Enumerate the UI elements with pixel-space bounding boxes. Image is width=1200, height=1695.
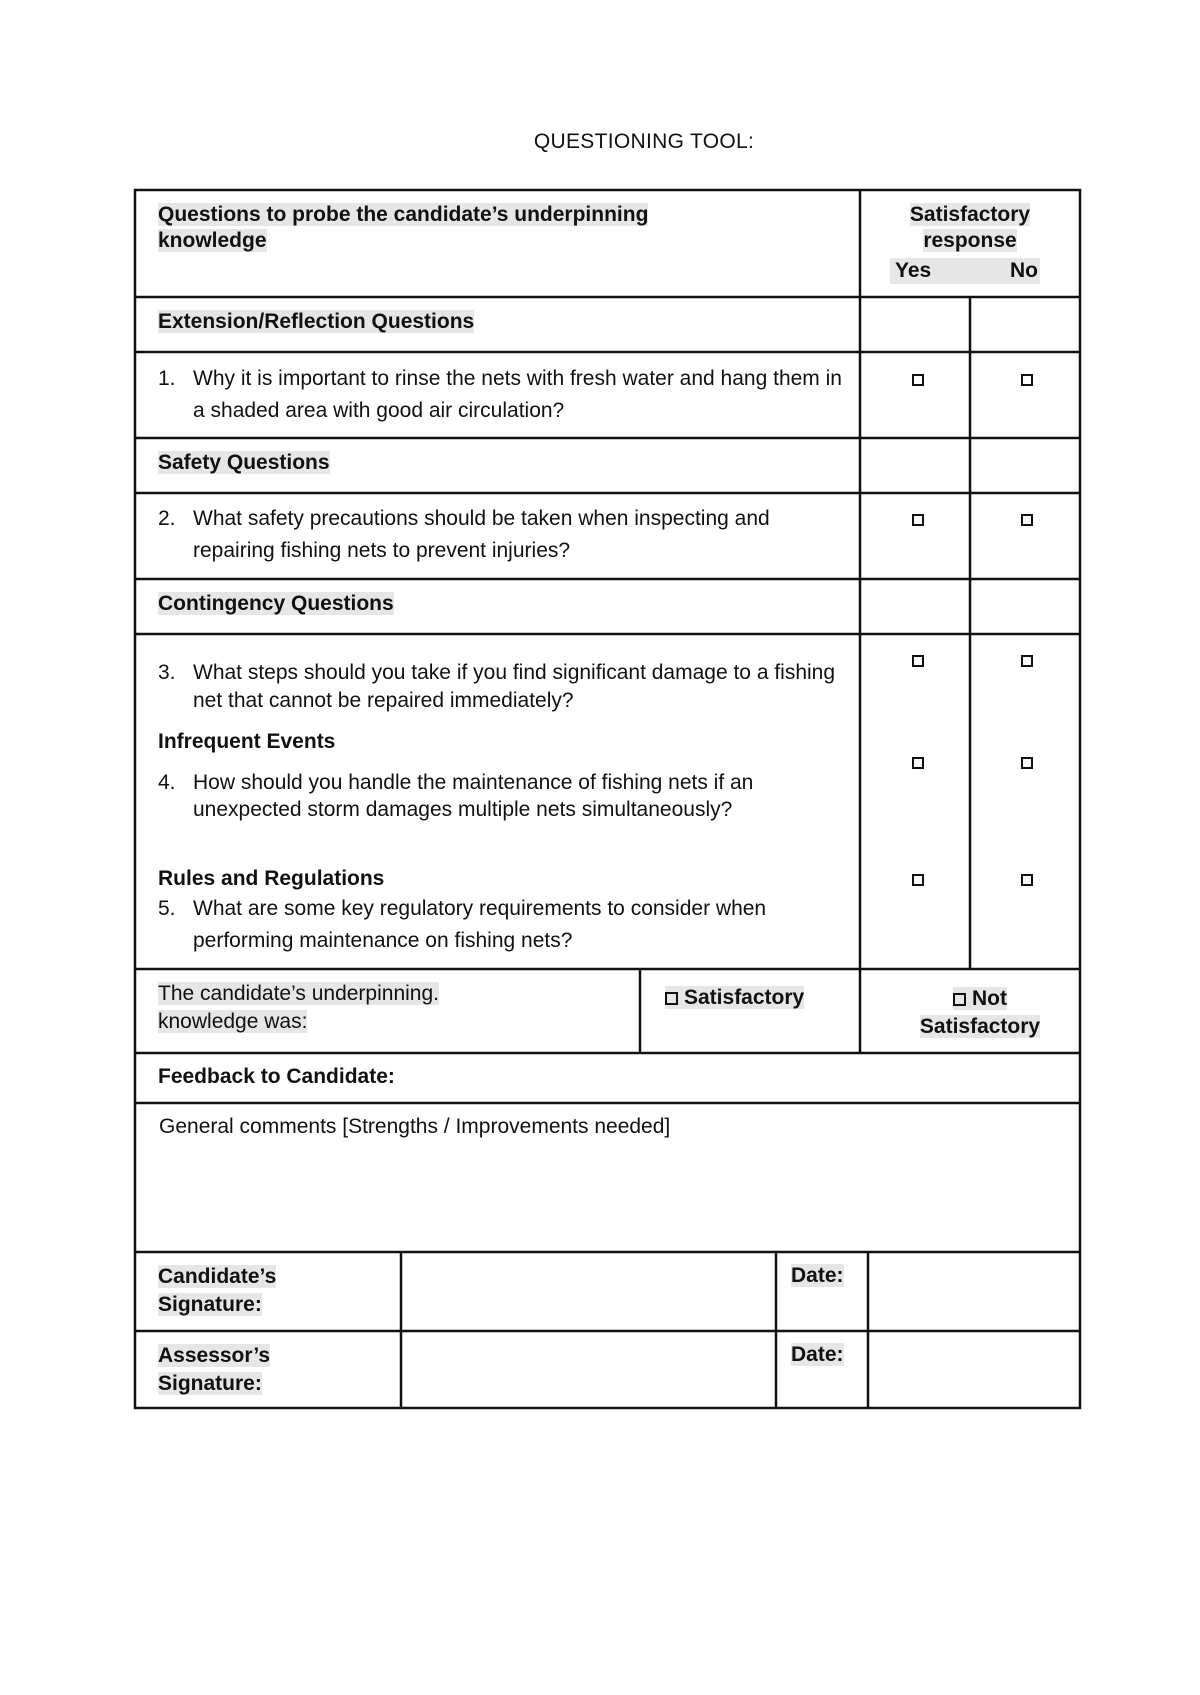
not-satisfactory-option[interactable]: Not Satisfactory <box>919 987 1041 1038</box>
section-rules: Rules and Regulations <box>158 867 385 890</box>
candidate-signature-field[interactable] <box>402 1253 774 1330</box>
question-text: What safety precautions should be taken when inspecting and repairing fishing nets to prevent injuries? <box>193 507 770 562</box>
assessor-date-field[interactable] <box>869 1332 1079 1407</box>
q2-yes-checkbox[interactable] <box>912 514 924 526</box>
q5-no-checkbox[interactable] <box>1021 874 1033 886</box>
question-text: How should you handle the maintenance of fishing nets if an unexpected storm damages multiple nets simultaneously? <box>193 771 754 821</box>
q1-no-checkbox[interactable] <box>1021 374 1033 386</box>
question-text: What steps should you take if you find significant damage to a fishing net that cannot be repaired immediately? <box>193 661 836 712</box>
questions-header: Questions to probe the candidate’s underpinning knowledge <box>158 203 649 252</box>
page-title: QUESTIONING TOOL: <box>533 130 755 153</box>
candidate-date-field[interactable] <box>869 1253 1079 1330</box>
question-number: 3. <box>158 661 176 684</box>
question-number: 1. <box>158 367 176 390</box>
q2-no-checkbox[interactable] <box>1021 514 1033 526</box>
feedback-heading: Feedback to Candidate: <box>158 1065 395 1088</box>
question-text: What are some key regulatory requirements to consider when performing maintenance on fishing nets? <box>193 897 767 952</box>
section-contingency: Contingency Questions <box>158 592 394 615</box>
section-infrequent: Infrequent Events <box>158 730 336 753</box>
candidate-signature-label: Candidate’s Signature: <box>158 1265 277 1316</box>
question-number: 2. <box>158 507 176 530</box>
q4-yes-checkbox[interactable] <box>912 757 924 769</box>
assessor-date-label: Date: <box>791 1343 844 1366</box>
section-extension: Extension/Reflection Questions <box>158 310 475 333</box>
not-satisfactory-checkbox[interactable] <box>953 993 966 1006</box>
q1-yes-checkbox[interactable] <box>912 374 924 386</box>
q3-yes-checkbox[interactable] <box>912 655 924 667</box>
result-label: The candidate’s underpinning. knowledge was: <box>158 982 439 1033</box>
response-header: Satisfactory response <box>909 203 1031 252</box>
assessor-signature-label: Assessor’s Signature: <box>158 1344 271 1395</box>
satisfactory-option[interactable]: Satisfactory <box>665 985 804 1011</box>
candidate-date-label: Date: <box>791 1264 844 1287</box>
general-comments[interactable]: General comments [Strengths / Improvements needed] <box>159 1115 671 1138</box>
yes-label: Yes <box>895 259 932 282</box>
question-number: 4. <box>158 771 176 794</box>
yes-no-header <box>890 258 1040 284</box>
question-number: 5. <box>158 897 176 920</box>
q4-no-checkbox[interactable] <box>1021 757 1033 769</box>
assessor-signature-field[interactable] <box>402 1332 774 1407</box>
section-safety: Safety Questions <box>158 451 330 474</box>
question-text: Why it is important to rinse the nets with fresh water and hang them in a shaded area with good air circulation? <box>193 367 842 422</box>
q5-yes-checkbox[interactable] <box>912 874 924 886</box>
q3-no-checkbox[interactable] <box>1021 655 1033 667</box>
satisfactory-checkbox[interactable] <box>665 992 678 1005</box>
no-label: No <box>1010 259 1038 282</box>
